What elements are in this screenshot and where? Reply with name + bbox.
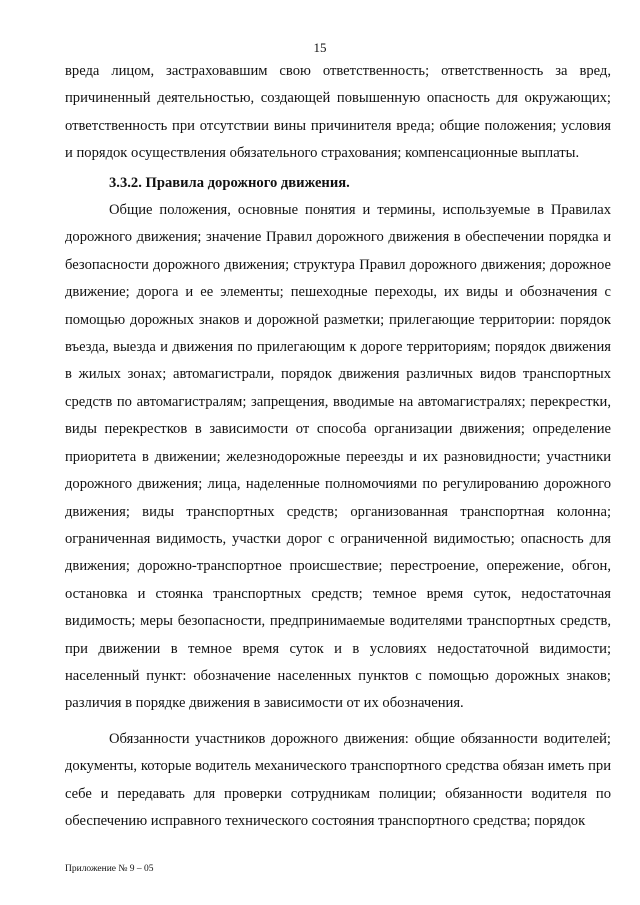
document-body xyxy=(65,58,611,835)
page-number: 15 xyxy=(313,40,327,55)
paragraph-general-provisions: Общие положения, основные понятия и термины, используемые в Правилах дорожного движения; значение Правил дорожного движения в обеспечении порядка и безопасности дорожного движения; структура Правил дорожного движения; дорожное движение; дорога и ее элементы; пешеходные переходы, их виды и обозначения с помощью дорожных знаков и дорожной разметки; прилегающие территории: порядок въезда, выезда и движения по прилегающим к дороге территориям; порядок движения в жилых зонах; автомагистрали, порядок движения различных видов транспортных средств по автомагистралям; запрещения, вводимые на автомагистралях; перекрестки, виды перекрестков в зависимости от способа организации движения; определение приоритета в движении; железнодорожные переезды и их разновидности; участники дорожного движения; лица, наделенные полномочиями по регулированию дорожного движения; виды транспортных средств; организованная транспортная колонна; ограниченная видимость, участки дорог с ограниченной видимостью; опасность для движения; дорожно-транспортное происшествие; перестроение, опережение, обгон, остановка и стоянка транспортных средств; темное время суток, недостаточная видимость; меры безопасности, предпринимаемые водителями транспортных средств, при движении в темное время суток и в условиях недостаточной видимости; населенный пункт: обозначение населенных пунктов с помощью дорожных знаков; различия в порядке движения в зависимости от их обозначения. xyxy=(65,202,611,712)
paragraph-liability: вреда лицом, застраховавшим свою ответственность; ответственность за вред, причиненный деятельностью, создающей повышенную опасность для окружающих; ответственность при отсутствии вины причинителя вреда; общие положения; условия и порядок осуществления обязательного страхования; компенсационные выплаты. xyxy=(65,63,611,162)
section-heading: 3.3.2. Правила дорожного движения. xyxy=(109,174,350,191)
page-footer: Приложение № 9 – 05 xyxy=(65,864,154,874)
paragraph-participant-duties: Обязанности участников дорожного движения: общие обязанности водителей; документы, которые водитель механического транспортного средства обязан иметь при себе и передавать для проверки сотрудникам полиции; обязанности водителя по обеспечению исправного технического состояния транспортного средства; порядок xyxy=(65,730,611,829)
